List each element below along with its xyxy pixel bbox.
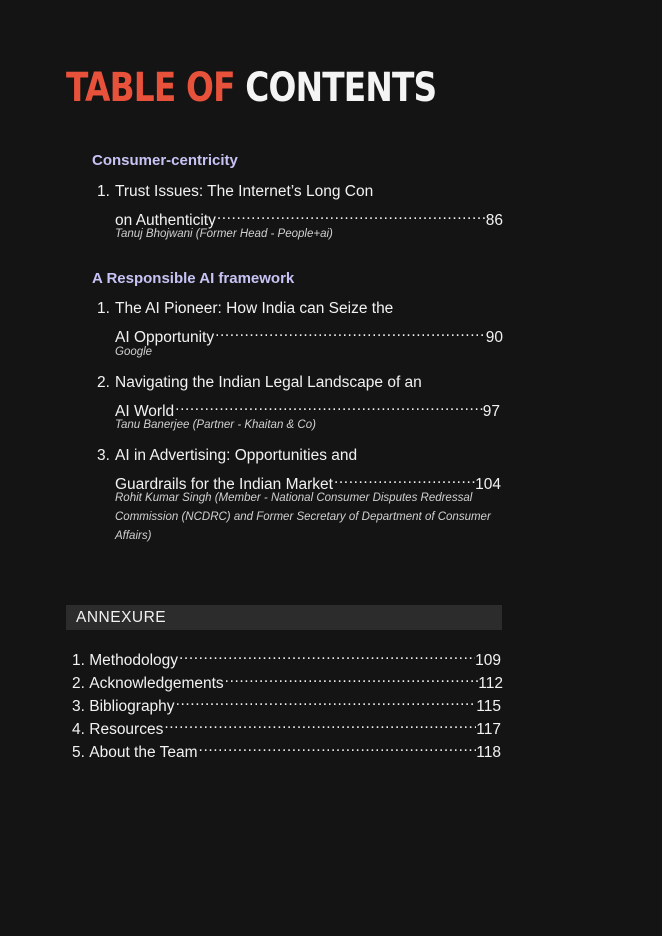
annexure-item-about-the-team[interactable] [72, 737, 501, 763]
title-word-table-of: TABLE OF [66, 65, 235, 111]
title-word-contents: CONTENTS [245, 65, 437, 111]
dot-leader [178, 645, 475, 665]
entry-author: Tanuj Bhojwani (Former Head - People+ai) [115, 228, 333, 240]
annexure-item-number: 3. [72, 698, 85, 715]
annexure-item-number: 5. [72, 744, 85, 761]
dot-leader [175, 691, 477, 711]
entry-title-line: Guardrails for the Indian Market [115, 476, 333, 493]
entry-title-line[interactable]: Navigating the Indian Legal Landscape of an [115, 374, 422, 391]
annexure-item-number: 2. [72, 675, 85, 692]
entry-title-line: AI World [115, 403, 175, 420]
entry-author: Google [115, 346, 153, 358]
page-number: 118 [476, 744, 501, 761]
page-title [66, 62, 436, 114]
page-number: 86 [485, 212, 503, 229]
dot-leader [198, 737, 477, 757]
entry-title-line[interactable]: AI in Advertising: Opportunities and [115, 447, 358, 464]
entry-title-line: AI Opportunity [115, 329, 215, 346]
entry-author: Tanu Banerjee (Partner - Khaitan & Co) [115, 419, 316, 431]
page-number: 109 [475, 652, 501, 669]
annexure-item-number: 1. [72, 652, 85, 669]
annexure-item-title: Bibliography [89, 698, 175, 715]
entry-number: 1. [97, 300, 110, 317]
annexure-item-title: Methodology [89, 652, 179, 669]
annexure-item-title: Resources [89, 721, 164, 738]
dot-leader [163, 714, 476, 734]
annexure-label: ANNEXURE [76, 609, 167, 626]
section-heading-responsible-ai: A Responsible AI framework [92, 270, 295, 287]
dot-leader [214, 322, 486, 342]
annexure-header [66, 605, 502, 630]
entry-number: 2. [97, 374, 110, 391]
page-number: 112 [478, 675, 503, 692]
page-number: 115 [476, 698, 501, 715]
page-number: 104 [475, 476, 501, 493]
annexure-item-number: 4. [72, 721, 85, 738]
entry-title-line: on Authenticity [115, 212, 216, 229]
annexure-item-title: Acknowledgements [89, 675, 224, 692]
page-number: 117 [476, 721, 501, 738]
dot-leader [333, 469, 475, 489]
entry-title-line[interactable]: Trust Issues: The Internet’s Long Con [115, 183, 374, 200]
page-number: 97 [482, 403, 500, 420]
page-number: 90 [485, 329, 503, 346]
dot-leader [216, 205, 486, 225]
annexure-item-title: About the Team [89, 744, 198, 761]
entry-number: 1. [97, 183, 110, 200]
dot-leader [224, 668, 479, 688]
entry-number: 3. [97, 447, 110, 464]
entry-author: Rohit Kumar Singh (Member - National Consumer Disputes Redressal Commission (NCDRC) and Former Secretary of Department of Consumer Affairs) [115, 492, 491, 542]
dot-leader [174, 396, 483, 416]
section-heading-consumer-centricity: Consumer-centricity [92, 152, 238, 169]
entry-title-line[interactable]: The AI Pioneer: How India can Seize the [115, 300, 394, 317]
